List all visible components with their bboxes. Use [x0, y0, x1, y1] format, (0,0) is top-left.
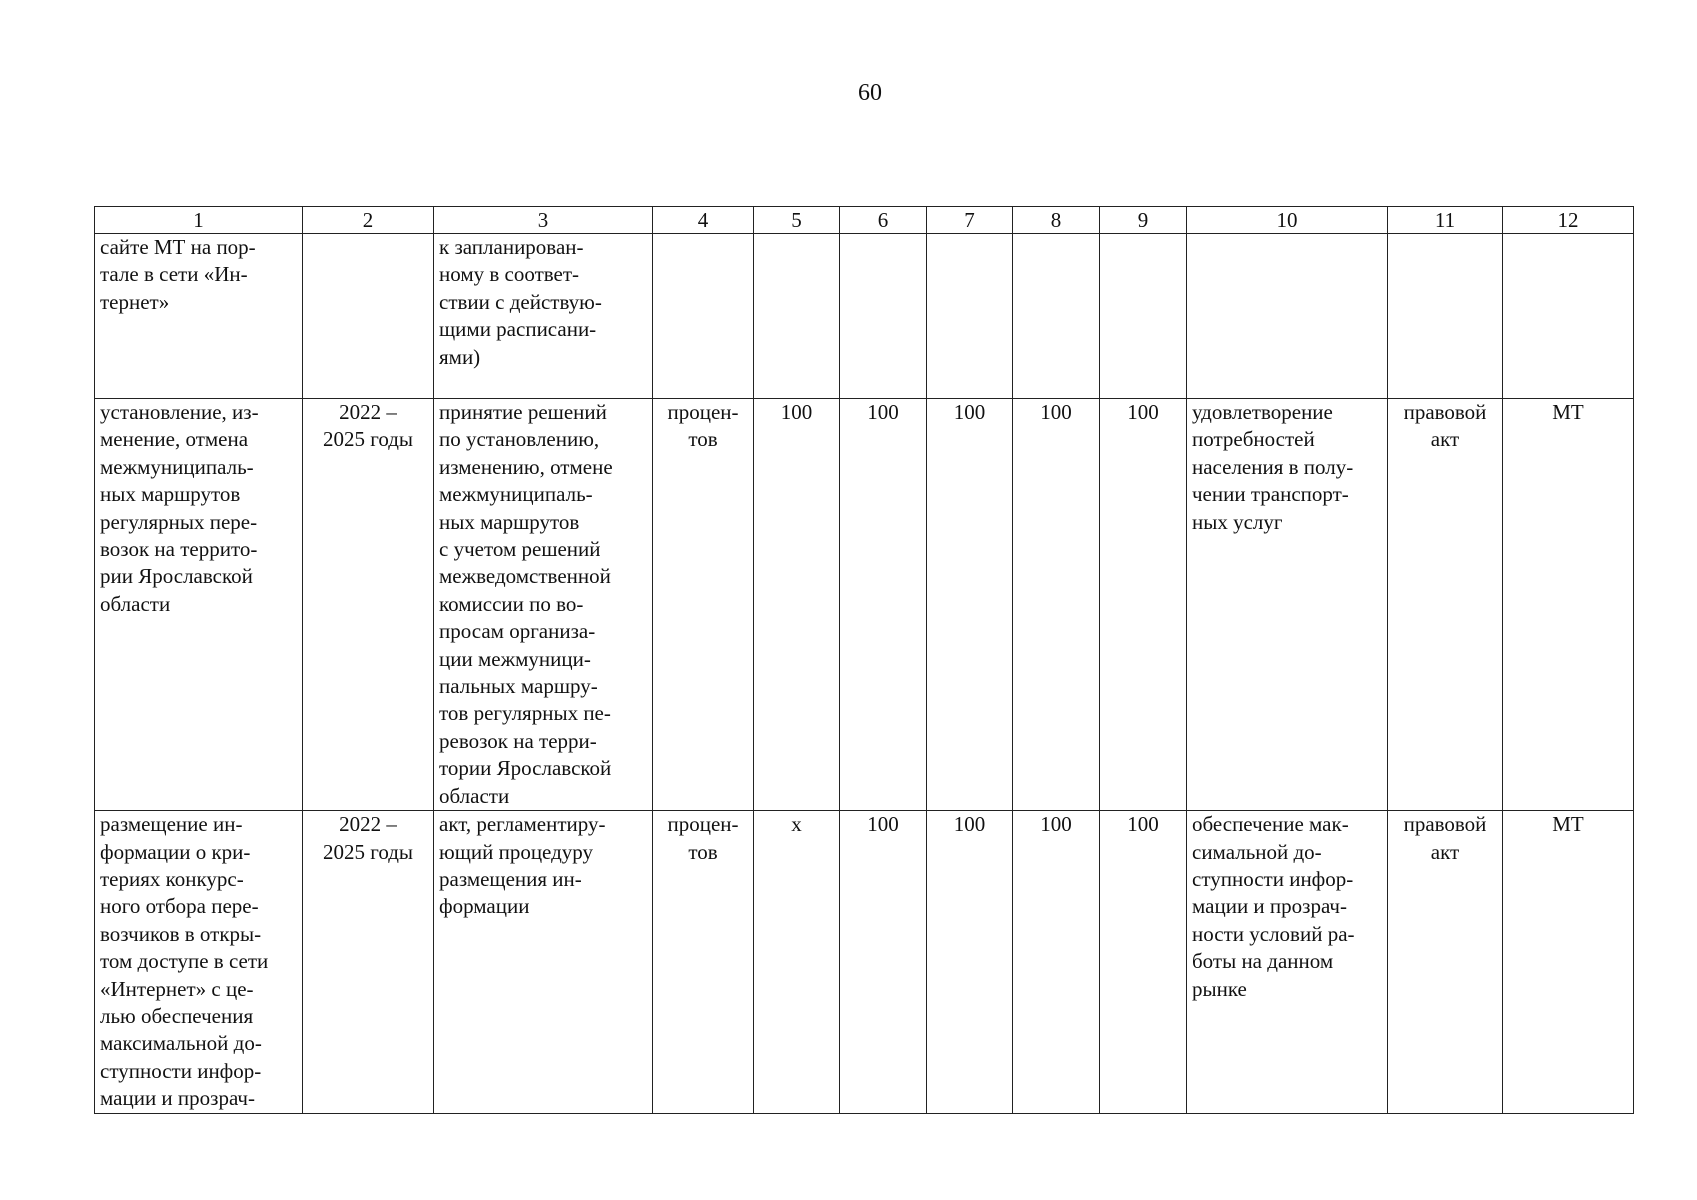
column-number: 12	[1503, 207, 1634, 234]
document-type-cell	[1388, 234, 1503, 399]
value-cell: 100	[840, 399, 927, 811]
responsible-cell: МТ	[1503, 399, 1634, 811]
value-cell	[1100, 234, 1187, 399]
table-row	[95, 399, 1634, 811]
responsible-cell	[1503, 234, 1634, 399]
value-cell	[1013, 234, 1100, 399]
value-cell: х	[754, 811, 840, 1113]
indicator-cell: акт, регламентиру- ющий процедуру размещения ин- формации	[434, 811, 653, 1113]
measure-cell: установление, из- менение, отмена межмуниципаль- ных маршрутов регулярных пере- возок на террито- рии Ярославской области	[95, 399, 303, 811]
unit-cell	[653, 234, 754, 399]
column-number-row	[95, 207, 1634, 234]
column-number: 8	[1013, 207, 1100, 234]
value-cell: 100	[754, 399, 840, 811]
value-cell: 100	[1100, 399, 1187, 811]
period-cell: 2022 – 2025 годы	[303, 399, 434, 811]
table-row	[95, 811, 1634, 1113]
measure-cell: сайте МТ на пор- тале в сети «Ин- тернет»	[95, 234, 303, 399]
value-cell: 100	[1013, 399, 1100, 811]
column-number: 5	[754, 207, 840, 234]
column-number: 11	[1388, 207, 1503, 234]
page-number: 60	[858, 80, 882, 106]
result-cell: удовлетворение потребностей населения в полу- чении транспорт- ных услуг	[1187, 399, 1388, 811]
result-cell	[1187, 234, 1388, 399]
result-cell: обеспечение мак- симальной до- ступности инфор- мации и прозрач- ности условий ра- боты на данном рынке	[1187, 811, 1388, 1113]
column-number: 7	[927, 207, 1013, 234]
indicator-cell: принятие решений по установлению, изменению, отмене межмуниципаль- ных маршрутов с учетом решений межведомственной комиссии по во- просам организа- ции межмуници- пальных маршру- тов регулярных пе- ревозок на терри- тории Ярославской области	[434, 399, 653, 811]
value-cell: 100	[1100, 811, 1187, 1113]
value-cell	[840, 234, 927, 399]
value-cell: 100	[927, 811, 1013, 1113]
value-cell: 100	[1013, 811, 1100, 1113]
responsible-cell: МТ	[1503, 811, 1634, 1113]
column-number: 10	[1187, 207, 1388, 234]
column-number: 4	[653, 207, 754, 234]
unit-cell: процен- тов	[653, 399, 754, 811]
value-cell	[754, 234, 840, 399]
measure-cell: размещение ин- формации о кри- териях конкурс- ного отбора пере- возчиков в откры- том доступе в сети «Интернет» с це- лью обеспечения максимальной до- ступности инфор- мации и прозрач-	[95, 811, 303, 1113]
column-number: 1	[95, 207, 303, 234]
measures-table	[94, 206, 1634, 1114]
unit-cell: процен- тов	[653, 811, 754, 1113]
column-number: 3	[434, 207, 653, 234]
value-cell: 100	[927, 399, 1013, 811]
column-number: 9	[1100, 207, 1187, 234]
value-cell: 100	[840, 811, 927, 1113]
period-cell: 2022 – 2025 годы	[303, 811, 434, 1113]
table-row	[95, 234, 1634, 399]
indicator-cell: к запланирован- ному в соответ- ствии с действую- щими расписани- ями)	[434, 234, 653, 399]
value-cell	[927, 234, 1013, 399]
document-type-cell: правовой акт	[1388, 811, 1503, 1113]
column-number: 6	[840, 207, 927, 234]
document-type-cell: правовой акт	[1388, 399, 1503, 811]
column-number: 2	[303, 207, 434, 234]
period-cell	[303, 234, 434, 399]
